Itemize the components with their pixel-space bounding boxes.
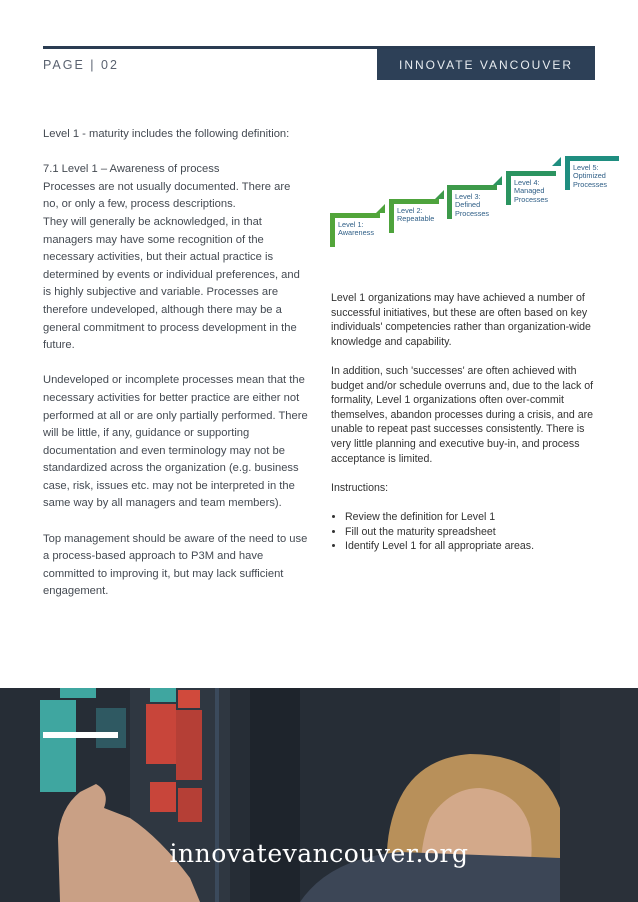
- step-5-label: Level 5: Optimized Processes: [573, 163, 608, 189]
- intro-text: Level 1 - maturity includes the following definition:: [43, 128, 290, 140]
- instructions-heading: Instructions:: [331, 481, 389, 494]
- step-4-arrow-icon: [552, 157, 561, 166]
- instructions-list: [331, 510, 603, 554]
- staircase-step-3: [447, 185, 497, 219]
- step-2-arrow-icon: [435, 190, 444, 199]
- page-number-label: PAGE | 02: [43, 58, 119, 72]
- step-3-label: Level 3: Defined Processes: [455, 192, 490, 218]
- step-2-label: Level 2: Repeatable: [397, 206, 435, 224]
- staircase-step-5: [565, 156, 619, 190]
- maturity-staircase-diagram: [330, 150, 622, 250]
- paragraph-2: They will generally be acknowledged, in that managers may have some recognition of the necessary activities, but their actual practice is determined by events or individual preferences, and is highly subjective and variable. Processes are therefore undeveloped, although there may be a general commitment to process development in the future.: [43, 215, 300, 352]
- right-column: [331, 291, 603, 554]
- step-3-arrow-icon: [493, 176, 502, 185]
- website-url: innovatevancouver.org: [169, 839, 469, 868]
- staircase-step-2: [389, 199, 439, 233]
- paragraph-3: Undeveloped or incomplete processes mean that the necessary activities for better practice are either not performed at all or are only partially performed. There will be little, if any, guidance or supporting documentation and even terminology may not be standardized across the organization (e.g. business case, risk, issues etc. may not be interpreted in the same way by all managers and team members).: [43, 374, 308, 510]
- step-4-label: Level 4: Managed Processes: [514, 178, 549, 204]
- paragraph-1: Processes are not usually documented. There are no, or only a few, process descriptions.: [43, 180, 291, 211]
- paragraph-4: Top management should be aware of the need to use a process-based approach to P3M and have committed to improving it, but may lack sufficient engagement.: [43, 532, 308, 598]
- right-paragraph-1: Level 1 organizations may have achieved a number of successful initiatives, but these are often based on key individuals' competencies rather than organization-wide knowledge and capability.: [331, 292, 591, 348]
- step-1-arrow-icon: [376, 204, 385, 213]
- instruction-item: • Review the definition for Level 1: [345, 510, 603, 525]
- brand-name: INNOVATE VANCOUVER: [398, 57, 574, 72]
- step-1-label: Level 1: Awareness: [338, 220, 374, 238]
- footer-photo: [0, 688, 638, 902]
- right-paragraph-2: In addition, such 'successes' are often achieved with budget and/or schedule overruns and, due to the lack of formality, Level 1 organizations often over-commit themselves, abandon processes during a crisis, and are unable to repeat past successes consistently. There is very little planning and executive buy-in, and process acceptance is limited.: [331, 364, 594, 465]
- section-heading: 7.1 Level 1 – Awareness of process: [43, 163, 220, 176]
- staircase-step-1: [330, 213, 380, 247]
- brand-banner: [377, 49, 595, 80]
- left-column: [43, 126, 308, 619]
- footer-photo-illustration: [0, 688, 638, 902]
- accent-bar: [43, 732, 118, 738]
- instruction-item: • Identify Level 1 for all appropriate areas.: [345, 539, 603, 554]
- instruction-item: • Fill out the maturity spreadsheet: [345, 525, 603, 540]
- staircase-step-4: [506, 171, 556, 205]
